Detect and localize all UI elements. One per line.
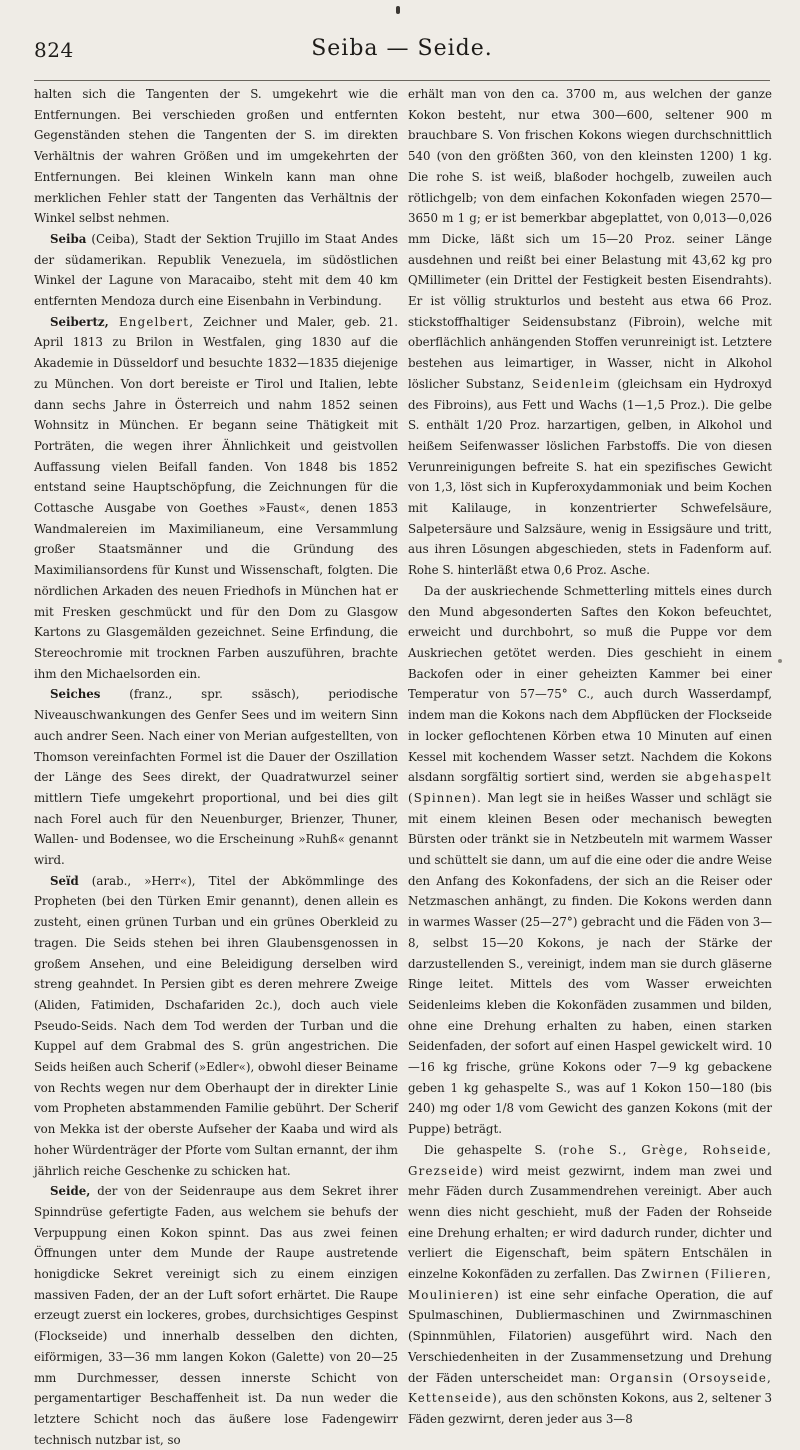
running-title: Seiba — Seide. [311, 36, 493, 61]
page-mark [396, 6, 400, 14]
page-header [34, 34, 770, 74]
entry-seiches [34, 684, 398, 870]
term-zwirnen: Zwirnen (Filieren, Moulinieren) [408, 1267, 772, 1302]
term-abgehaspelt: abgehaspelt (Spinnen). [408, 770, 773, 805]
header-rule [34, 80, 770, 81]
entry-seid [34, 871, 398, 1182]
entry-headword: Seide, [50, 1184, 91, 1199]
entry-headword: Seiba [50, 231, 87, 246]
term-rohseide: rohe S., Grège, Rohseide, Grezseide [408, 1142, 772, 1178]
paragraph-text: ist eine sehr einfache Operation, die auf Spulmaschinen, Dubliermaschinen und Zwirnmaschinen (Spinnmühlen, Filatorien) ausgeführt wird. Nach den Verschiedenheiten in der Zusammensetzung und Drehung der Fäden unterscheidet man: [408, 1287, 772, 1385]
entry-headword: Seibertz, [50, 314, 109, 329]
term-organsin: Organsin (Orsoyseide, Kettenseide), [408, 1370, 772, 1406]
paragraph-zwirnen [408, 1140, 772, 1430]
entry-text: (franz., spr. ssäsch), periodische Niveauschwankungen des Genfer Sees und im weitern Sinn auch andrer Seen. Nach einer von Merian aufgestellten, von Thomson vereinfachten Formel ist die Dauer der Oszillation der Länge des Sees direkt, der Quadratwurzel seiner mittlern Tiefe umgekehrt proportional, und bei dies gilt nach Forel auch für den Neuenburger, Brienzer, Thuner, Wallen- und Bodensee, wo die Erscheinung »Ruhß« genannt wird. [34, 687, 398, 868]
entry-seibertz [34, 312, 398, 685]
right-column [408, 84, 773, 1426]
paragraph-text: halten sich die Tangenten der S. umgekehrt wie die Entfernungen. Bei verschieden großen und entfernten Gegenständen stehen die Tangenten der S. im direkten Verhältnis der wahren Größen und im umgekehrten der Entfernungen. Bei kleinen Winkeln kann man ohne merklichen Fehler statt der Tangenten das Verhältnis der Winkel selbst nehmen. [34, 87, 398, 226]
paragraph-text: ) wird meist gezwirnt, indem man zwei und mehr Fäden durch Zusammendrehen vereinigt. Aber auch wenn dies nicht geschieht, muß der Faden der Rohseide eine Drehung erhalten; er wird dadurch runder, dichter und verliert die Eigenschaft, beim spätern Entschälen in einzelne Kokonfäden zu zerfallen. Das [408, 1163, 772, 1282]
paragraph-text: Da der auskriechende Schmetterling mittels eines durch den Mund abgesonderten Saftes den Kokon befeuchtet, erweicht und durchbohrt, so muß die Puppe vor dem Auskriechen getötet werden. Dies geschieht in einem Backofen oder in einer geheizten Kammer bei einer Temperatur von 57—75° C., auch durch Wasserdampf, indem man die Kokons nach dem Abpflücken der Flockseide in locker geflochtenen Körben etwa 10 Minuten auf einen Kessel mit kochendem Wasser setzt. Nachdem die Kokons alsdann sorgfältig sortiert sind, werden sie [408, 583, 772, 785]
continued-paragraph [34, 84, 398, 229]
entry-headword: Seïd [50, 873, 79, 888]
entry-seiba [34, 229, 398, 312]
margin-mark [778, 659, 782, 663]
left-column [34, 84, 398, 1447]
paragraph-text: Man legt sie in heißes Wasser und schlägt sie mit einem kleinen Besen oder mechanisch bewegten Bürsten oder tränkt sie in Netzbeuteln mit warmem Wasser und schüttelt sie dann, um auf die eine oder die andre Weise den Anfang des Kokonfadens, der sich an die Reiser oder Netzmaschen anhängt, zu finden. Die Kokons werden dann in warmes Wasser (25—27°) gebracht und die Fäden von 3—8, selbst 15—20 Kokons, je nach der Stärke der darzustellenden S., vereinigt, indem man sie durch gläserne Ringe leitet. Mittels des vom Wasser erweichten Seidenleims kleben die Kokonfäden zusammen und bilden, ohne eine Drehung erhalten zu haben, einen starken Seidenfaden, der sofort auf einen Haspel gewickelt wird. 10—16 kg frische, grüne Kokons oder 7—9 kg gebackene geben 1 kg gehaspelte S., was auf 1 Kokon 150—180 (bis 240) mg oder 1/8 vom Gewicht des ganzen Kokons (mit der Puppe) beträgt. [408, 790, 772, 1137]
paragraph-text: (gleichsam ein Hydroxyd des Fibroins), aus Fett und Wachs (1—1,5 Proz.). Die gelbe S. enthält 1/20 Proz. harzartigen, gelben, in Alkohol und heißem Seifenwasser löslichen Farbstoffs. Die von diesen Verunreinigungen befreite S. hat ein spezifisches Gewicht von 1,3, löst sich in Kupferoxydammoniak und beim Kochen mit Kalilauge, in konzentrierter Schwefelsäure, Salpetersäure und Salzsäure, wenig in Essigsäure und tritt, aus ihren Lösungen abgeschieden, stets in Fadenform auf. Rohe S. hinterläßt etwa 0,6 Proz. Asche. [408, 376, 772, 578]
entry-seide [34, 1181, 398, 1450]
paragraph-text: aus den schönsten Kokons, aus 2, seltener 3 Fäden gezwirnt, deren jeder aus 3—8 [408, 1391, 772, 1426]
entry-text: der von der Seidenraupe aus dem Sekret ihrer Spinndrüse gefertigte Faden, aus welchem sie behufs der Verpuppung einen Kokon spinnt. Das aus zwei feinen Öffnungen unter dem Munde der Raupe austretende honigdicke Sekret vereinigt sich zu einem einzigen massiven Faden, der an der Luft sofort erhärtet. Die Raupe erzeugt zuerst ein lockeres, grobes, durchsichtiges Gespinst (Flockseide) und innerhalb desselben den dichten, eiförmigen, 33—36 mm langen Kokon (Galette) von 20—25 mm Durchmesser, dessen innerste Schicht von pergamentartiger Beschaffenheit ist. Da nun weder die letztere Schicht noch das äußere lose Fadengewirr technisch nutzbar ist, so [34, 1184, 398, 1447]
entry-text: (Ceiba), Stadt der Sektion Trujillo im Staat Andes der südamerikan. Republik Venezuela, im südöstlichen Winkel der Lagune von Maracaibo, steht mit dem 40 km entfernten Mendoza durch eine Eisenbahn in Verbindung. [34, 231, 398, 309]
paragraph-text: Die gehaspelte S. ( [424, 1142, 563, 1157]
paragraph-properties [408, 84, 772, 581]
term-seidenleim: Seidenleim [524, 376, 611, 391]
entry-text: Zeichner und Maler, geb. 21. April 1813 zu Brilon in Westfalen, ging 1830 auf die Akademie in Düsseldorf und besuchte 1832—1835 diejenige zu München. Von dort bereiste er Tirol und Italien, lebte dann sechs Jahre in Österreich und nahm 1852 seinen Wohnsitz in München. Er begann seine Thätigkeit mit Porträten, die wegen ihrer Ähnlichkeit und geistvollen Auffassung vielen Beifall fanden. Von 1848 bis 1852 entstand seine Hauptschöpfung, die Zeichnungen für die Cottasche Ausgabe von Goethes »Faust«, denen 1853 Wandmalereien im Maximilianeum, eine Versammlung großer Staatsmänner und die Gründung des Maximiliansordens für Kunst und Wissenschaft, folgten. Die nördlichen Arkaden des neuen Friedhofs in München hat er mit Fresken geschmückt und für den Dom zu Glasgow Kartons zu Glasgemälden gezeichnet. Seine Erfindung, die Stereochromie mit trocknen Farben auszuführen, brachte ihm den Michaelsorden ein. [34, 314, 398, 681]
page-number: 824 [34, 38, 74, 62]
paragraph-haspeln [408, 581, 772, 1140]
entry-headword: Seiches [50, 687, 101, 702]
entry-text: (arab., »Herr«), Titel der Abkömmlinge des Propheten (bei den Türken Emir genannt), denen allein es zusteht, einen grünen Turban und ein grünes Oberkleid zu tragen. Die Seids stehen bei ihren Glaubensgenossen in großem Ansehen, und eine Beleidigung derselben wird streng geahndet. In Persien gibt es deren mehrere Zweige (Aliden, Fatimiden, Dschafariden 2c.), doch auch viele Pseudo-Seids. Nach dem Tod werden der Turban und die Kuppel auf dem Grabmal des S. grün angestrichen. Die Seids heißen auch Scherif (»Edler«), obwohl dieser Beiname von Rechts wegen nur dem Oberhaupt der in direkter Linie vom Propheten abstammenden Familie gebührt. Der Scherif von Mekka ist der oberste Aufseher der Kaaba und wird als hoher Würdenträger der Pforte vom Sultan ernannt, der ihm jährlich reiche Geschenke zu schicken hat. [34, 873, 398, 1178]
paragraph-text: erhält man von den ca. 3700 m, aus welchen der ganze Kokon besteht, nur etwa 300—600, seltener 900 m brauchbare S. Von frischen Kokons wiegen durchschnittlich 540 (von den größten 360, von den kleinsten 1200) 1 kg. Die rohe S. ist weiß, blaßoder hochgelb, zuweilen auch rötlichgelb; von dem einfachen Kokonfaden wiegen 2570—3650 m 1 g; er ist bemerkbar abgeplattet, von 0,013—0,026 mm Dicke, läßt sich um 15—20 Proz. seiner Länge ausdehnen und reißt bei einer Belastung mit 43,62 kg pro QMillimeter (ein Drittel der Festigkeit besten Eisendrahts). Er ist völlig strukturlos und besteht aus etwa 66 Proz. stickstoffhaltiger Seidensubstanz (Fibroin), welche mit oberflächlich anhängenden Stoffen verunreinigt ist. Letztere bestehen aus leimartiger, in Wasser, nicht in Alkohol löslicher Substanz, [408, 87, 772, 391]
entry-forename: Engelbert, [108, 314, 195, 329]
